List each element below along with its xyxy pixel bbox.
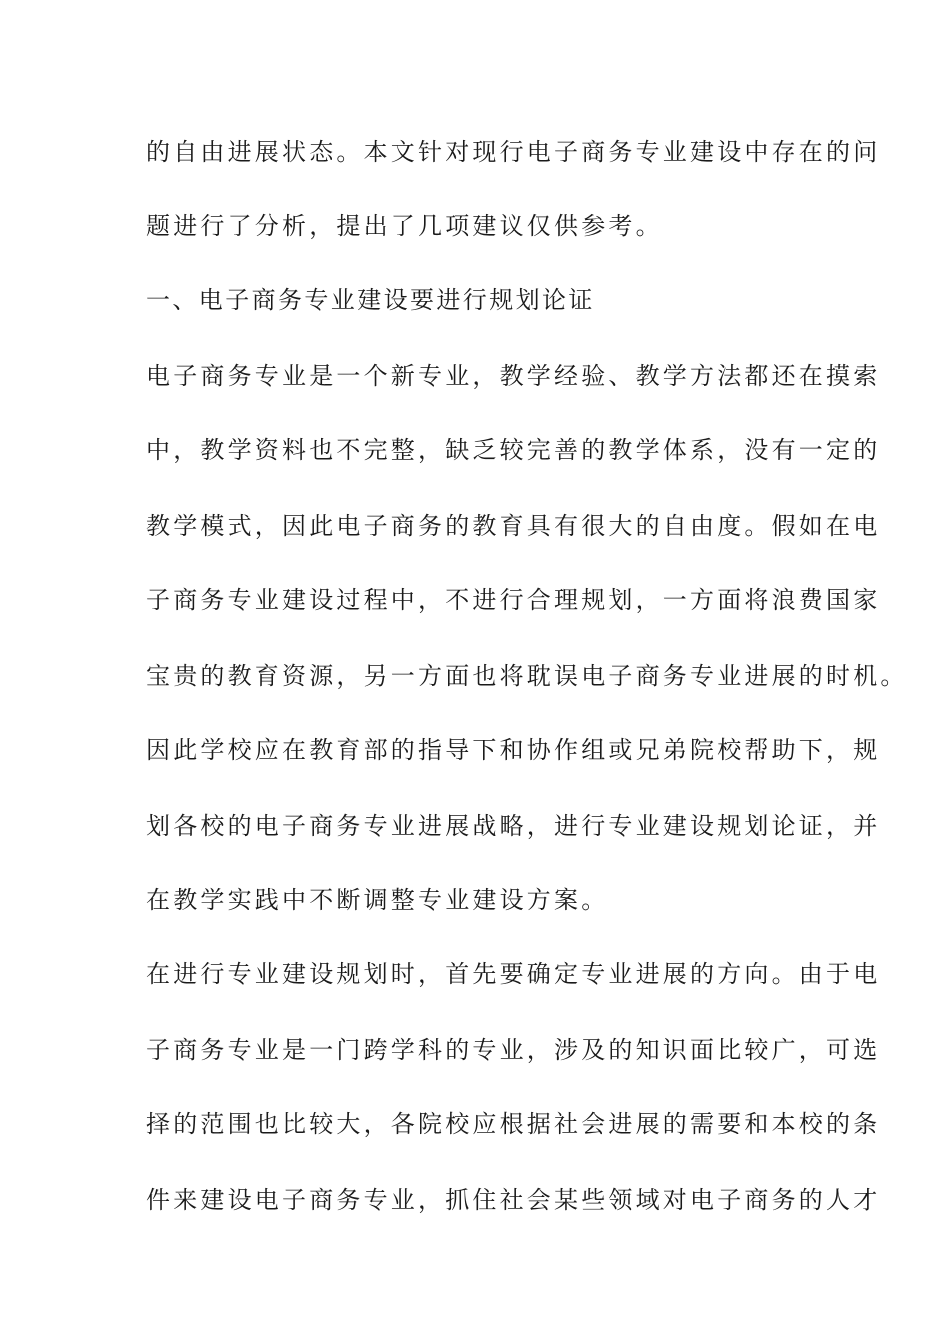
paragraph-line: 子商务专业是一门跨学科的专业，涉及的知识面比较广，可选	[146, 1036, 881, 1064]
paragraph-line: 的自由进展状态。本文针对现行电子商务专业建设中存在的问	[146, 138, 881, 166]
paragraph-line: 中，教学资料也不完整，缺乏较完善的教学体系，没有一定的	[146, 436, 881, 464]
section-heading: 一、电子商务专业建设要进行规划论证	[146, 286, 595, 314]
paragraph-line: 因此学校应在教育部的指导下和协作组或兄弟院校帮助下，规	[146, 736, 881, 764]
paragraph-line: 教学模式，因此电子商务的教育具有很大的自由度。假如在电	[146, 512, 881, 540]
paragraph-line: 宝贵的教育资源，另一方面也将耽误电子商务专业进展的时机。	[146, 662, 908, 690]
paragraph-line: 题进行了分析，提出了几项建议仅供参考。	[146, 212, 663, 240]
paragraph-line: 择的范围也比较大，各院校应根据社会进展的需要和本校的条	[146, 1110, 881, 1138]
paragraph-line: 在进行专业建设规划时，首先要确定专业进展的方向。由于电	[146, 960, 881, 988]
paragraph-line: 在教学实践中不断调整专业建设方案。	[146, 886, 609, 914]
paragraph-line: 电子商务专业是一个新专业，教学经验、教学方法都还在摸索	[146, 362, 881, 390]
paragraph-line: 件来建设电子商务专业，抓住社会某些领域对电子商务的人才	[146, 1186, 881, 1214]
paragraph-line: 子商务专业建设过程中，不进行合理规划，一方面将浪费国家	[146, 586, 881, 614]
paragraph-line: 划各校的电子商务专业进展战略，进行专业建设规划论证，并	[146, 812, 881, 840]
